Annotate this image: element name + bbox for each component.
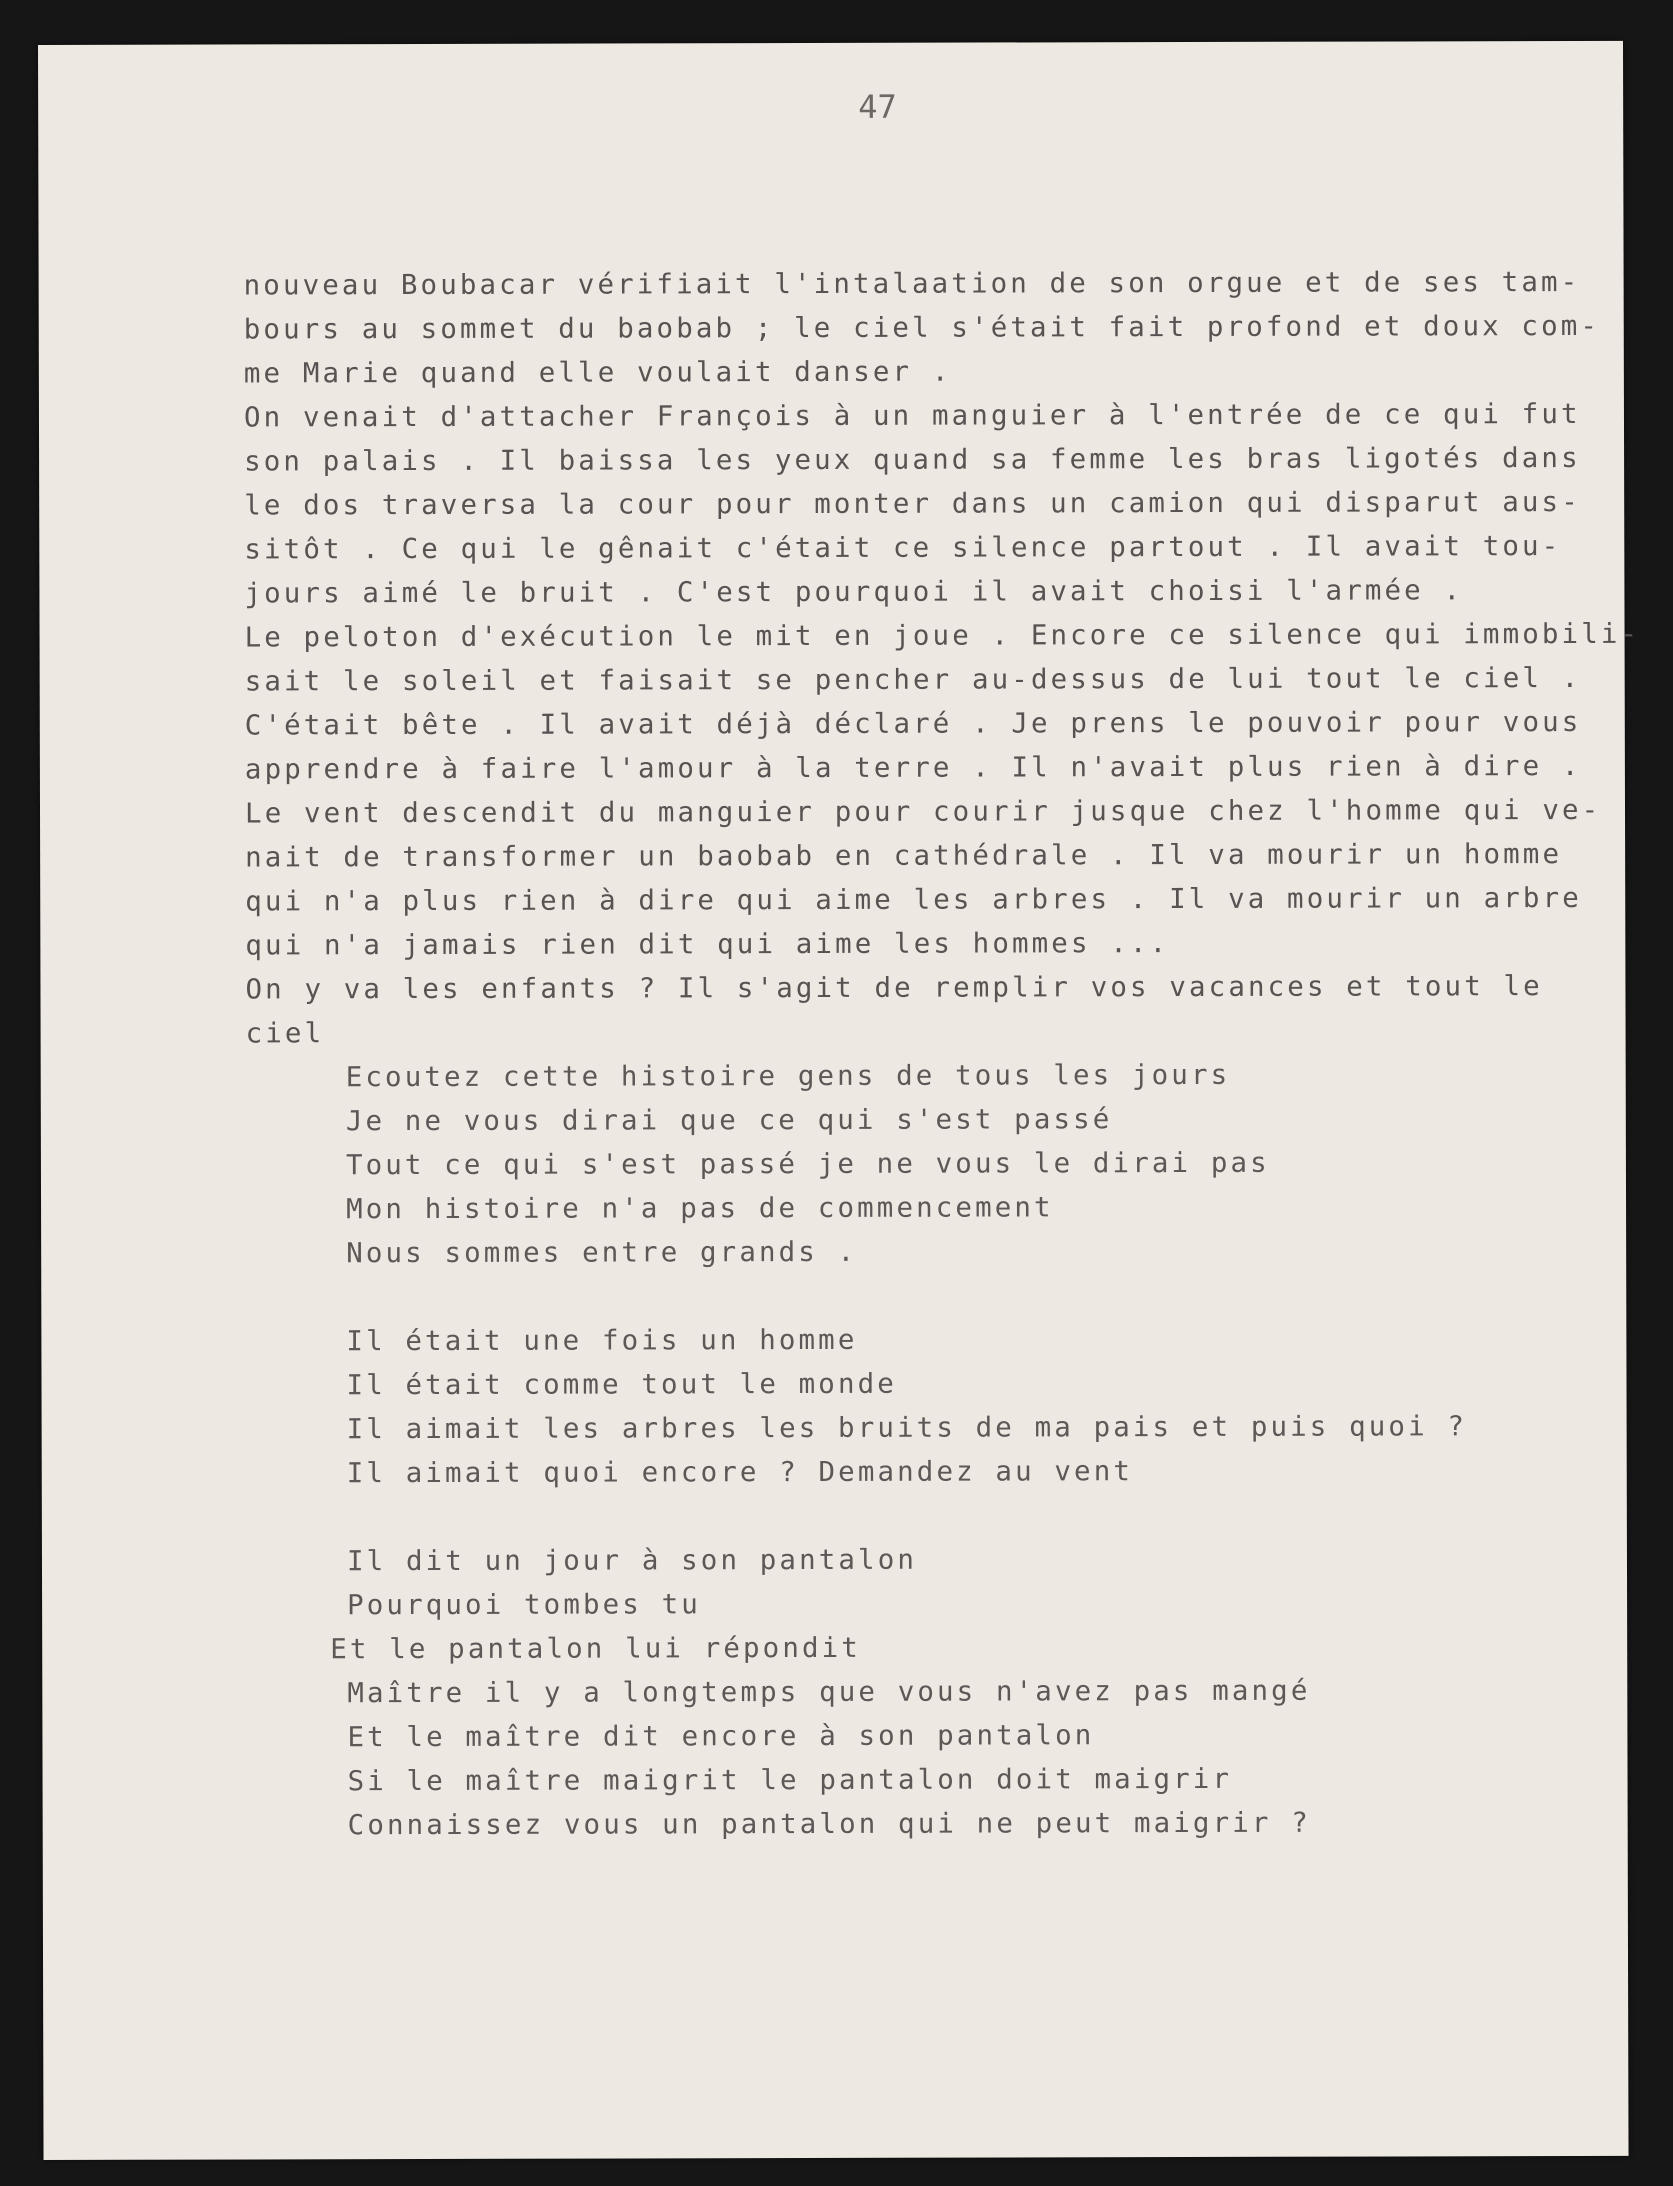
prose-line: sait le soleil et faisait se pencher au-dessus de lui tout le ciel . <box>244 661 1582 698</box>
prose-line: qui n'a plus rien à dire qui aime les arbres . Il va mourir un arbre <box>245 881 1582 918</box>
prose-line: C'était bête . Il avait déjà déclaré . Je prens le pouvoir pour vous <box>244 705 1582 742</box>
prose-line: Le vent descendit du manguier pour courir jusque chez l'homme qui ve- <box>244 793 1602 830</box>
poem-line: Il était une fois un homme <box>346 1323 858 1358</box>
prose-line: me Marie quand elle voulait danser . <box>243 355 952 390</box>
poem-line: Ecoutez cette histoire gens de tous les jours <box>345 1058 1231 1094</box>
prose-line: sitôt . Ce qui le gênait c'était ce silence partout . Il avait tou- <box>244 530 1562 566</box>
poem-line: Si le maître maigrit le pantalon doit maigrir <box>347 1762 1233 1798</box>
poem-line: Il était comme tout le monde <box>346 1367 897 1402</box>
prose-line: nait de transformer un baobab en cathédrale . Il va mourir un homme <box>245 838 1563 874</box>
poem-line: Je ne vous dirai que ce qui s'est passé <box>345 1103 1113 1138</box>
prose-line: On venait d'attacher François à un manguier à l'entrée de ce qui fut <box>243 397 1581 434</box>
poem-line: Et le pantalon lui répondit <box>330 1631 861 1666</box>
prose-line: On y va les enfants ? Il s'agit de remplir vos vacances et tout le <box>245 970 1543 1006</box>
prose-line: bours au sommet du baobab ; le ciel s'était fait profond et doux com- <box>243 309 1601 346</box>
prose-line: son palais . Il baissa les yeux quand sa femme les bras ligotés dans <box>244 441 1581 478</box>
poem-line: Mon histoire n'a pas de commencement <box>346 1191 1054 1226</box>
poem-line: Nous sommes entre grands . <box>346 1235 858 1270</box>
prose-line: ciel <box>245 1017 325 1050</box>
prose-line: nouveau Boubacar vérifiait l'intalaation de son orgue et de ses tam- <box>243 265 1581 302</box>
poem-line: Tout ce qui s'est passé je ne vous le dirai pas <box>345 1146 1270 1182</box>
prose-line: jours aimé le bruit . C'est pourquoi il avait choisi l'armée . <box>244 574 1464 610</box>
prose-line: apprendre à faire l'amour à la terre . Il n'avait plus rien à dire . <box>244 749 1582 786</box>
poem-line: Et le maître dit encore à son pantalon <box>347 1719 1095 1754</box>
poem-line: Pourquoi tombes tu <box>347 1588 701 1622</box>
prose-line: qui n'a jamais rien dit qui aime les hommes ... <box>245 927 1170 962</box>
typewritten-page <box>38 41 1641 2160</box>
poem-line: Connaissez vous un pantalon qui ne peut maigrir ? <box>347 1806 1311 1842</box>
poem-line: Il dit un jour à son pantalon <box>346 1543 918 1578</box>
page-number: 47 <box>858 87 897 126</box>
prose-line: le dos traversa la cour pour monter dans un camion qui disparut aus- <box>244 485 1581 522</box>
poem-line: Il aimait les arbres les bruits de ma pais et puis quoi ? <box>346 1410 1468 1446</box>
prose-line: Le peloton d'exécution le mit en joue . Encore ce silence qui immobili- <box>244 617 1641 654</box>
poem-line: Maître il y a longtemps que vous n'avez pas mangé <box>347 1674 1311 1710</box>
poem-line: Il aimait quoi encore ? Demandez au vent <box>346 1455 1134 1490</box>
